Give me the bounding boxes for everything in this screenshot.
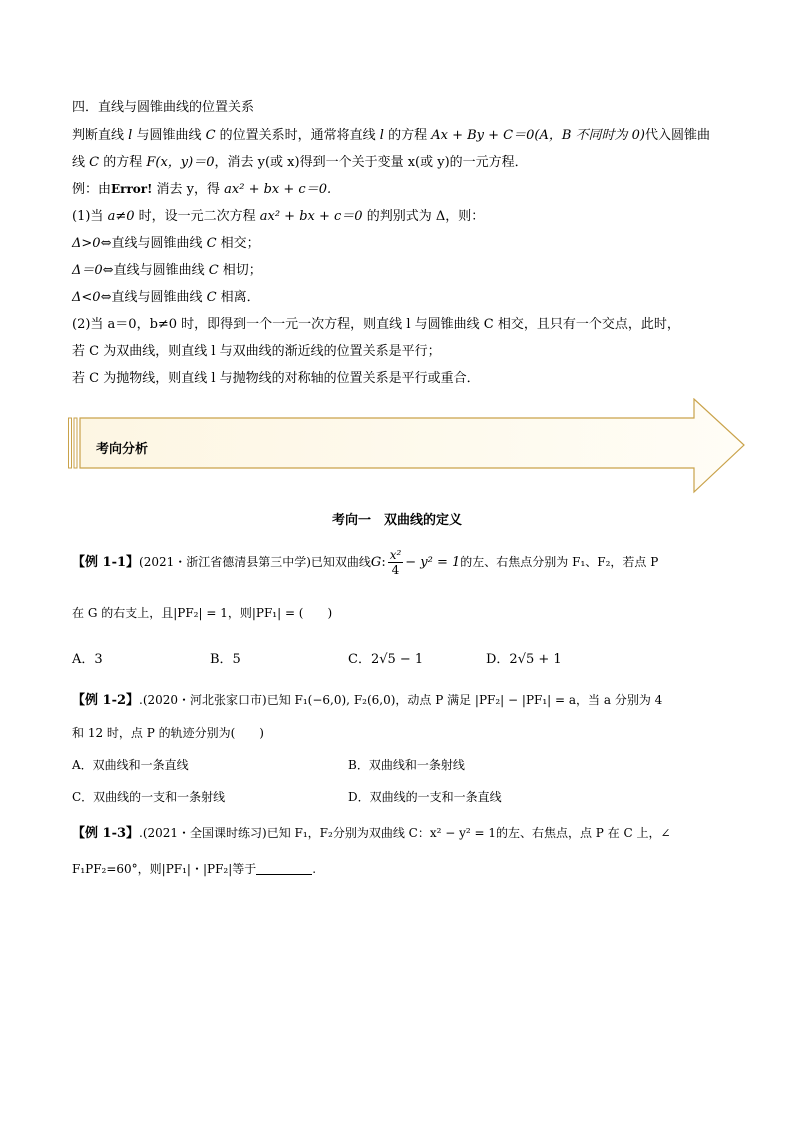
delta-positive-line: Δ>0⇔直线与圆锥曲线 C 相交； [72,236,260,251]
paragraph-line-2: 线 C 的方程 F(x，y)＝0，消去 y(或 x)得到一个关于变量 x(或 y)的一元方程． [72,155,528,170]
paragraph-line-1: 判断直线 l 与圆锥曲线 C 的位置关系时，通常将直线 l 的方程 Ax + By + C＝0(A，B 不同时为 0)代入圆锥曲 [72,128,711,143]
option-d[interactable]: D．2√5 + 1 [486,652,562,667]
delta-zero-line: Δ＝0⇔直线与圆锥曲线 C 相切； [72,263,262,278]
example-line: 例：由Error! 消去 y，得 ax² + bx + c＝0. [72,182,332,197]
topic-title: 考向一 双曲线的定义 [331,513,462,528]
option-c[interactable]: C．2√5 − 1 [348,652,424,667]
example-1-2-line-1: 【例 1-2】.(2020・河北张家口市)已知 F₁(−6,0), F₂(6,0)，动点 P 满足 |PF₂| − |PF₁| = a，当 a 分别为 4 [72,693,663,708]
example-1-2-line-2: 和 12 时，点 P 的轨迹分别为( ) [72,726,264,740]
example-tag: 【例 1-3】 [72,826,140,841]
banner-label: 考向分析 [96,442,149,457]
option-a[interactable]: A．3 [72,652,103,667]
example-1-3-line-1: 【例 1-3】.(2021・全国课时练习)已知 F₁，F₂分别为双曲线 C：x² − y² = 1的左、右焦点，点 P 在 C 上，∠ [72,826,671,841]
section-heading: 四．直线与圆锥曲线的位置关系 [72,100,255,115]
banner-arrow-shape [68,398,746,494]
example-1-1-line-1: 【例 1-1】(2021・浙江省德清县第三中学)已知双曲线G: $\frac{\text{x²}}{4}$ − y² = 1的左、右焦点分别为 F₁、F₂，若点 P [72,548,659,577]
delta-negative-line: Δ<0⇔直线与圆锥曲线 C 相离． [72,290,260,305]
example-tag: 【例 1-2】 [72,693,140,708]
option-c[interactable]: C．双曲线的一支和一条射线 [72,790,226,804]
option-a[interactable]: A．双曲线和一条直线 [72,758,189,772]
case-1-line: (1)当 a≠0 时，设一元二次方程 ax² + bx + c＝0 的判别式为 Δ，则： [72,209,485,224]
case-2-hyperbola-line: 若 C 为双曲线，则直线 l 与双曲线的渐近线的位置关系是平行； [72,344,441,359]
case-2-parabola-line: 若 C 为抛物线，则直线 l 与抛物线的对称轴的位置关系是平行或重合． [72,371,480,386]
option-d[interactable]: D．双曲线的一支和一条直线 [348,790,502,804]
option-b[interactable]: B．5 [210,652,241,667]
example-1-3-line-2: F₁PF₂=60°，则|PF₁|・|PF₂|等于 . [72,862,317,876]
example-1-1-line-2: 在 G 的右支上，且|PF₂| = 1，则|PF₁| = ( ) [72,606,333,620]
example-tag: 【例 1-1】 [72,555,140,570]
case-2-line: (2)当 a＝0，b≠0 时，即得到一个一元一次方程，则直线 l 与圆锥曲线 C 相交，且只有一个交点，此时， [72,317,680,332]
option-b[interactable]: B．双曲线和一条射线 [348,758,465,772]
answer-blank[interactable] [256,862,312,875]
fraction: $\frac{\text{x²}}{4}$ [389,548,402,577]
error-text: Error! [111,182,153,196]
